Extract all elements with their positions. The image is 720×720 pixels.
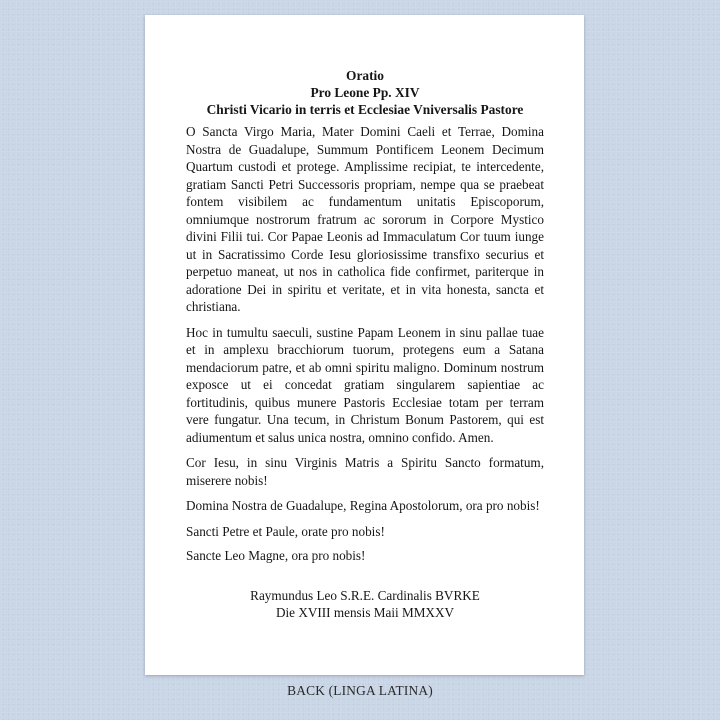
prayer-heading — [186, 67, 544, 118]
prayer-subtitle: Pro Leone Pp. XIV — [310, 85, 420, 100]
prayer-paragraph-1: O Sancta Virgo Maria, Mater Domini Caeli et Terrae, Domina Nostra de Guadalupe, Summum Pontificem Leonem Decimum Quartum custodi et protege. Amplissime recipiat, te intercedente, gratiam Sancti Petri Successoris propriam, nempe qua se praebeat fontem visibilem ac fundamentum unitatis Episcoporum, omniumque nostrorum fratrum ac sororum in Corpore Mystico divini Filii tui. Cor Papae Leonis ad Immaculatum Cor tuum iunge ut in Sacratissimo Corde Iesu gloriosissime transfixo securius et perpetuo maneat, ut nos in catholica fide confirmet, pariterque in adoratione Dei in spiritu et veritate, et in vita honesta, sancta et christiana. — [186, 124, 544, 314]
invocation-guadalupe: Domina Nostra de Guadalupe, Regina Apostolorum, ora pro nobis! — [186, 498, 540, 513]
signature-block — [186, 587, 544, 622]
invocation-leo-magne: Sancte Leo Magne, ora pro nobis! — [186, 548, 366, 563]
prayer-card — [145, 15, 584, 675]
invocation-sacred-heart: Cor Iesu, in sinu Virginis Matris a Spiritu Sancto formatum, miserere nobis! — [186, 455, 544, 488]
signature-date: Die XVIII mensis Maii MMXXV — [275, 605, 454, 620]
signature-name: Raymundus Leo S.R.E. Cardinalis BVRKE — [250, 587, 480, 603]
side-caption: BACK (LINGA LATINA) — [287, 683, 433, 698]
prayer-dedication: Christi Vicario in terris et Ecclesiae Vniversalis Pastore — [206, 102, 524, 117]
invocation-peter-paul: Sancti Petre et Paule, orate pro nobis! — [186, 523, 385, 539]
prayer-paragraph-2: Hoc in tumultu saeculi, sustine Papam Leonem in sinu pallae tuae et in amplexu bracchiorum tuorum, protegens eum a Satana mendaciorum patre, et ab omni spiritu maligno. Dominum nostrum exposce ut ei concedat gratiam singularem sapientiae ac fortitudinis, quibus munere Pastoris Ecclesiae totam per terram vere fungatur. Una tecum, in Christum Bonum Pastorem, qui est adiumentum et salus unica nostra, omnino confido. Amen. — [186, 324, 544, 445]
prayer-title: Oratio — [346, 68, 384, 83]
